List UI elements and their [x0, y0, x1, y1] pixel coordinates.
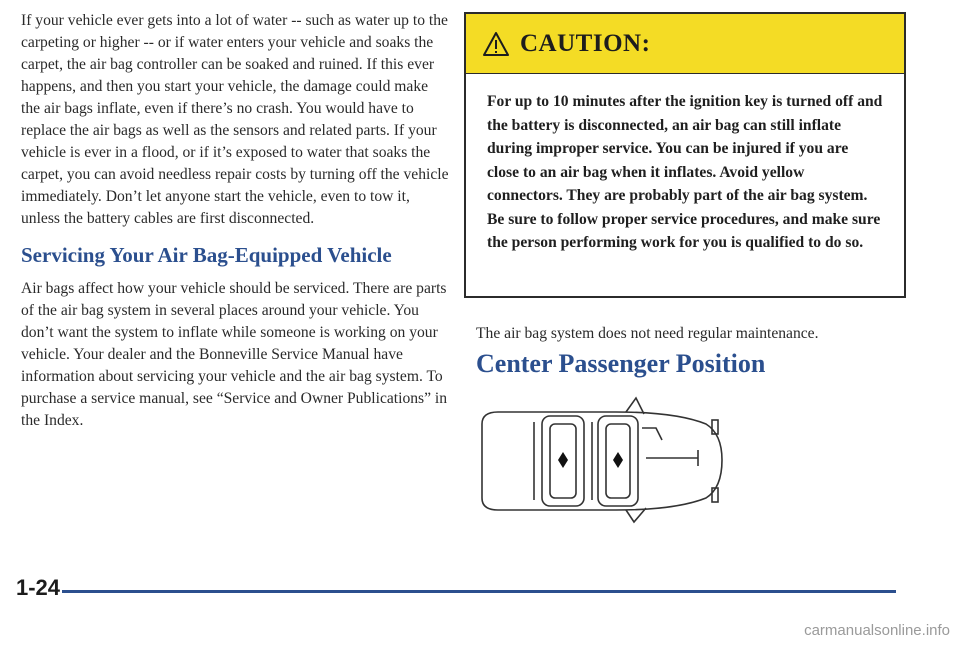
caution-text: For up to 10 minutes after the ignition key is turned off and the battery is disconnected, an air bag can still inflate during improper service. You can be injured if you are close to an air bag when it inflates. Avoid yellow connectors. They are probably part of the air bag system. Be sure to follow proper service procedures, and make sure the person performing work for you is qualified to do so.: [487, 93, 883, 251]
servicing-paragraph: Air bags affect how your vehicle should be serviced. There are parts of the air bag system in several places around your vehicle. You don’t want the system to inflate while someone is working on your vehicle. Your dealer and the Bonneville Service Manual have information about servicing your vehicle and the air bag system. To purchase a service manual, see “Service and Owner Publications” in the Index.: [21, 280, 448, 429]
servicing-heading: Servicing Your Air Bag-Equipped Vehicle: [21, 243, 392, 267]
caution-title: CAUTION:: [520, 29, 651, 57]
maintenance-text: The air bag system does not need regular maintenance.: [476, 325, 819, 342]
warning-triangle-icon: [482, 31, 510, 57]
caution-box: [464, 12, 906, 298]
center-passenger-heading: Center Passenger Position: [476, 349, 766, 378]
watermark: carmanualsonline.info: [804, 622, 950, 639]
water-damage-paragraph: If your vehicle ever gets into a lot of water -- such as water up to the carpeting or higher -- or if water enters your vehicle and soaks the carpet, the air bag controller can be soaked and ruined. If this ever happens, and then you start your vehicle, the damage could make the air bags inflate, even if there’s no crash. You would have to replace the air bags as well as the sensors and related parts. If your vehicle is ever in a flood, or if it’s exposed to water that soaks the carpet, you can avoid needless repair costs by turning off the vehicle immediately. Don’t let anyone start the vehicle, even to tow it, unless the battery cables are first disconnected.: [21, 12, 449, 227]
vehicle-seating-diagram: [476, 394, 736, 528]
caution-header: [466, 14, 904, 74]
left-column: [21, 10, 449, 432]
footer-rule: [62, 590, 896, 593]
page-number: 1-24: [16, 575, 61, 600]
